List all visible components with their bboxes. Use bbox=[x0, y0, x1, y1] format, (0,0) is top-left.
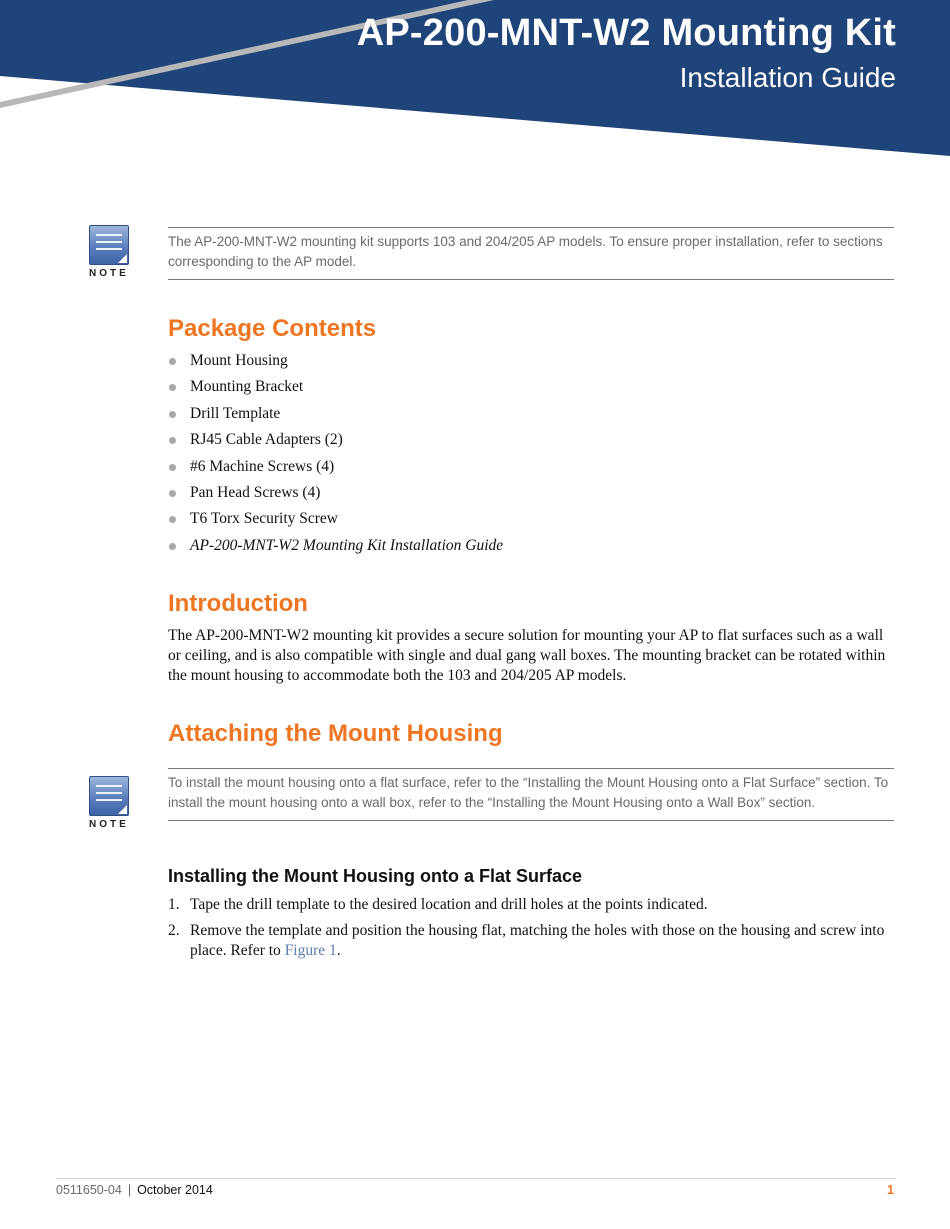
note-label: NOTE bbox=[89, 268, 129, 279]
installation-steps bbox=[168, 895, 894, 968]
list-item: T6 Torx Security Screw bbox=[168, 508, 503, 534]
note-icon bbox=[88, 225, 132, 279]
list-item: Pan Head Screws (4) bbox=[168, 482, 503, 508]
doc-number: 0511650-04 bbox=[56, 1183, 122, 1197]
list-item: Drill Template bbox=[168, 403, 503, 429]
note-box bbox=[168, 768, 894, 821]
document-title: AP-200-MNT-W2 Mounting Kit bbox=[356, 12, 896, 54]
footer-separator: | bbox=[127, 1183, 132, 1197]
bullet-icon bbox=[169, 358, 176, 365]
step-text: Remove the template and position the housing flat, matching the holes with those on the housing and screw into place. Refer to bbox=[190, 922, 885, 960]
bullet-icon bbox=[169, 437, 176, 444]
note-text: The AP-200-MNT-W2 mounting kit supports 103 and 204/205 AP models. To ensure proper installation, refer to sections corresponding to the AP model. bbox=[168, 234, 883, 269]
note-box bbox=[168, 227, 894, 280]
section-heading-introduction: Introduction bbox=[168, 590, 308, 617]
bullet-icon bbox=[169, 464, 176, 471]
list-item: AP-200-MNT-W2 Mounting Kit Installation Guide bbox=[168, 535, 503, 561]
package-contents-list bbox=[168, 350, 503, 561]
list-item: Mount Housing bbox=[168, 350, 503, 376]
list-item: Mounting Bracket bbox=[168, 376, 503, 402]
footer-divider bbox=[56, 1178, 896, 1179]
notepad-icon bbox=[89, 225, 129, 265]
note-icon bbox=[88, 776, 132, 830]
list-item: #6 Machine Screws (4) bbox=[168, 456, 503, 482]
step-item: 2. Remove the template and position the housing flat, matching the holes with those on the housing and screw into place. Refer to Figure 1. bbox=[168, 922, 885, 960]
subsection-heading-flat-surface: Installing the Mount Housing onto a Flat Surface bbox=[168, 866, 582, 886]
bullet-icon bbox=[169, 490, 176, 497]
bullet-icon bbox=[169, 516, 176, 523]
publication-date: October 2014 bbox=[137, 1183, 213, 1197]
figure-1-link[interactable]: Figure 1 bbox=[284, 942, 337, 960]
document-subtitle: Installation Guide bbox=[679, 62, 896, 93]
footer-doc-info bbox=[56, 1183, 213, 1197]
step-text: Tape the drill template to the desired location and drill holes at the points indicated. bbox=[190, 896, 708, 913]
page-number: 1 bbox=[887, 1183, 894, 1197]
bullet-icon bbox=[169, 543, 176, 550]
step-number: 2. bbox=[168, 922, 180, 940]
introduction-paragraph: The AP-200-MNT-W2 mounting kit provides a secure solution for mounting your AP to flat surfaces such as a wall or ceiling, and is also compatible with single and dual gang wall boxes. The mounting bracket can be rotated within the mount housing to accommodate both the 103 and 204/205 AP models. bbox=[168, 627, 886, 685]
bullet-icon bbox=[169, 411, 176, 418]
step-item bbox=[168, 895, 894, 915]
bullet-icon bbox=[169, 384, 176, 391]
section-heading-attaching: Attaching the Mount Housing bbox=[168, 720, 503, 747]
note-label: NOTE bbox=[89, 819, 129, 830]
section-heading-package-contents: Package Contents bbox=[168, 315, 377, 342]
notepad-icon bbox=[89, 776, 129, 816]
step-number: 1. bbox=[168, 896, 180, 913]
note-text: To install the mount housing onto a flat surface, refer to the “Installing the Mount Housing onto a Flat Surface” section. To install the mount housing onto a wall box, refer to the “Installing the Mount Housing onto a Wall Box” section. bbox=[168, 775, 889, 810]
list-item: RJ45 Cable Adapters (2) bbox=[168, 429, 503, 455]
